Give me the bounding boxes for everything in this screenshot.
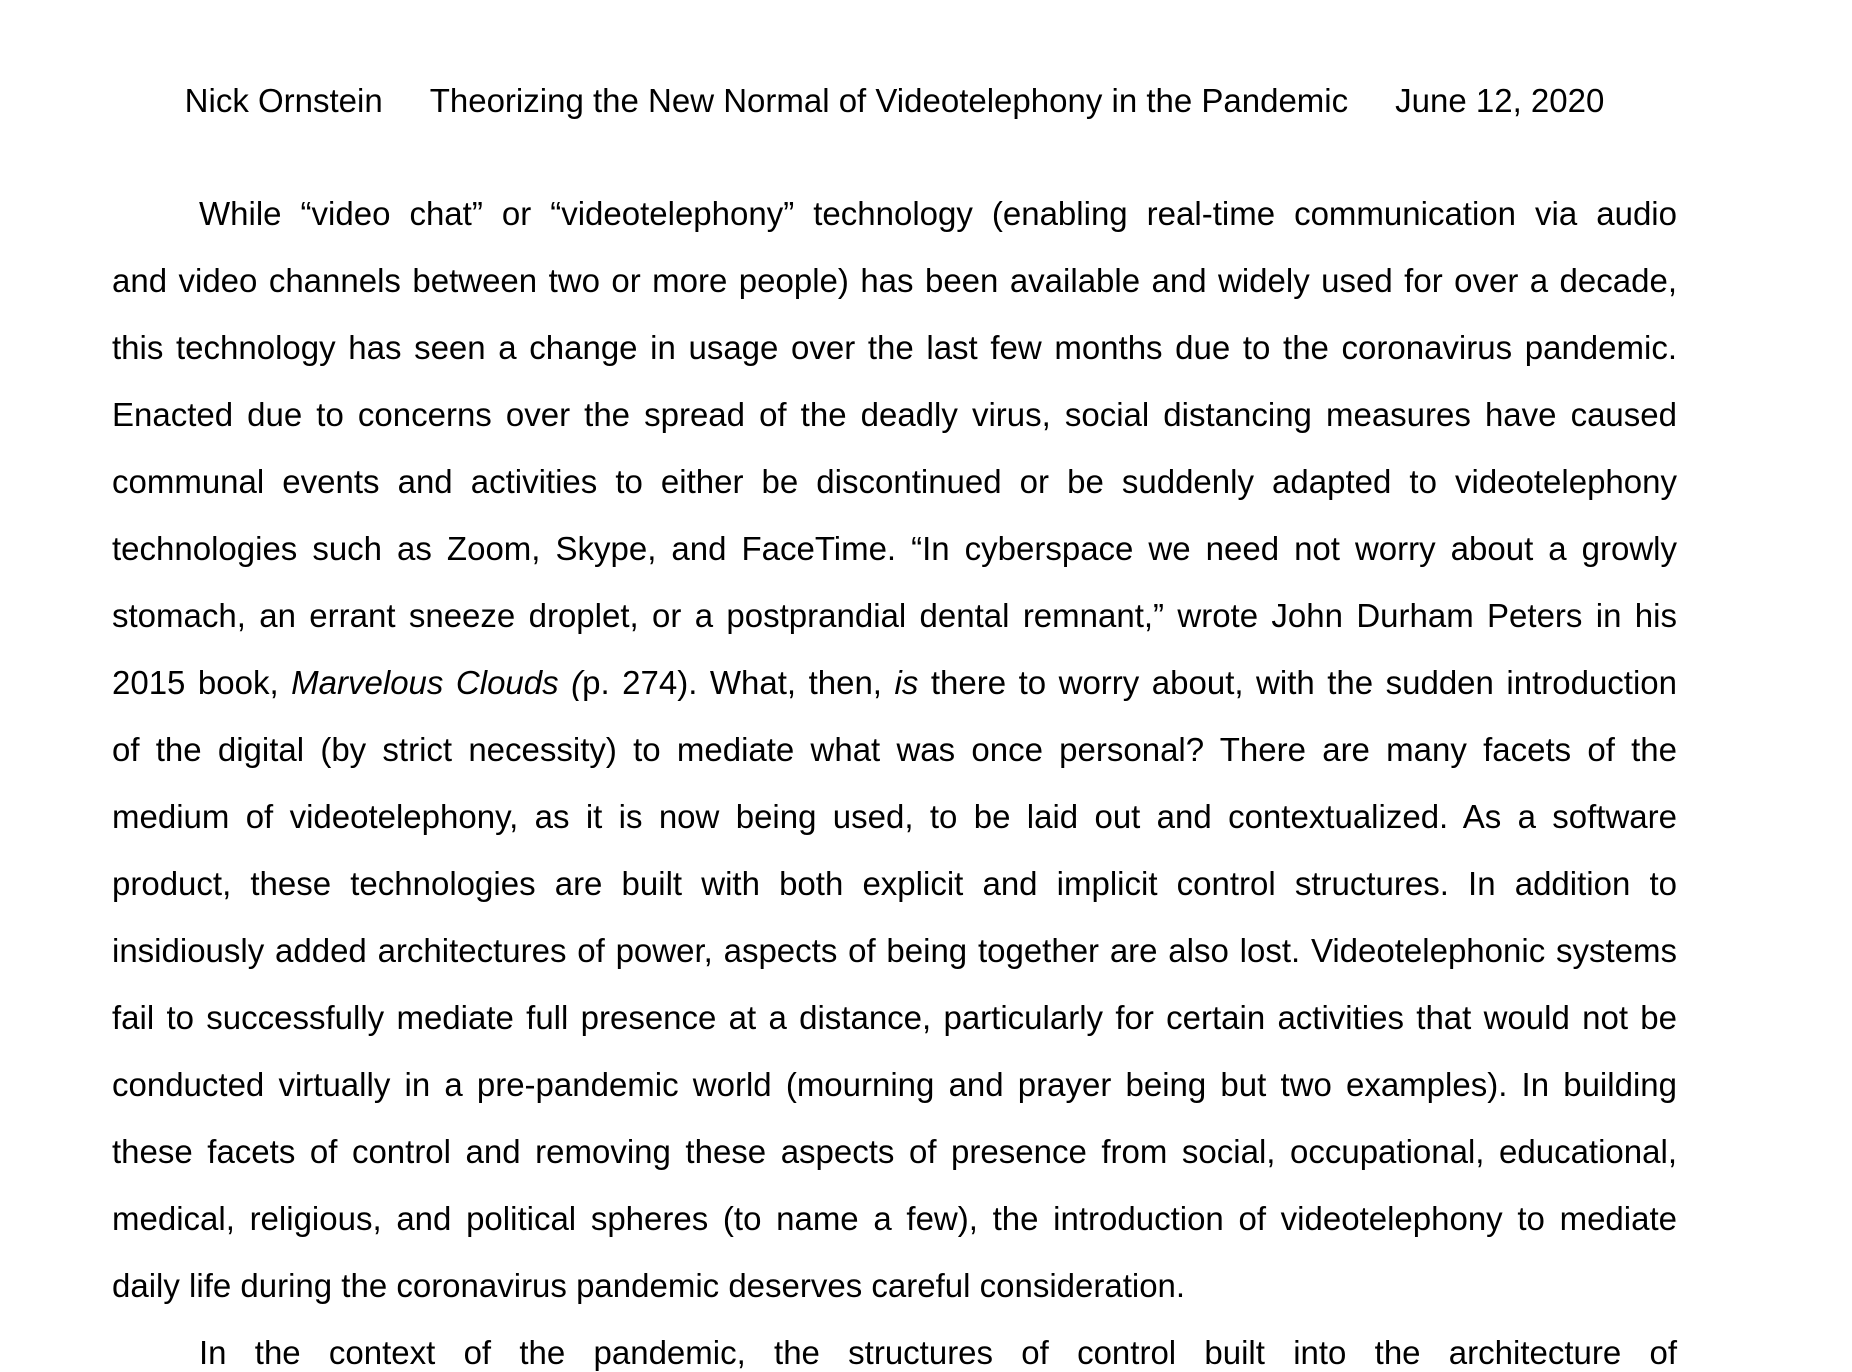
paragraph-line: Enacted due to concerns over the spread of the deadly virus, social distancing measures have caused [112, 396, 1677, 433]
paragraph-line: conducted virtually in a pre-pandemic world (mourning and prayer being but two examples). In building [112, 1066, 1677, 1103]
paragraph-line: and video channels between two or more people) has been available and widely used for over a decade, [112, 262, 1677, 299]
author-name: Nick Ornstein [184, 82, 383, 119]
paragraph-line: communal events and activities to either be discontinued or be suddenly adapted to videotelephony [112, 463, 1677, 500]
paragraph-line: medium of videotelephony, as it is now being used, to be laid out and contextualized. As a software [112, 798, 1677, 835]
paragraph-line: these facets of control and removing these aspects of presence from social, occupational, educational, [112, 1133, 1677, 1170]
paragraph-1 [112, 180, 1677, 1319]
paragraph-line: fail to successfully mediate full presence at a distance, particularly for certain activities that would not be [112, 999, 1677, 1036]
paragraph-line: While “video chat” or “videotelephony” technology (enabling real-time communication via audio [199, 195, 1677, 232]
paragraph-2 [112, 1319, 1677, 1372]
document-header [112, 67, 1677, 134]
paragraph-line: In the context of the pandemic, the structures of control built into the architecture of [199, 1334, 1677, 1371]
text-segment: there to worry about, with the sudden introduction [918, 664, 1677, 701]
italic-book-title: Marvelous Clouds ( [291, 664, 583, 701]
paragraph-line: of the digital (by strict necessity) to mediate what was once personal? There are many facets of the [112, 731, 1677, 768]
paragraph-line: medical, religious, and political spheres (to name a few), the introduction of videotelephony to mediate [112, 1200, 1677, 1237]
document-body [112, 180, 1677, 1372]
paragraph-line: insidiously added architectures of power, aspects of being together are also lost. Videotelephonic systems [112, 932, 1677, 969]
document-title: Theorizing the New Normal of Videotelephony in the Pandemic [429, 82, 1349, 119]
paragraph-line: technologies such as Zoom, Skype, and FaceTime. “In cyberspace we need not worry about a growly [112, 530, 1677, 567]
paragraph-line: product, these technologies are built with both explicit and implicit control structures. In addition to [112, 865, 1677, 902]
paragraph-line: daily life during the coronavirus pandemic deserves careful consideration. [112, 1267, 1186, 1304]
paragraph-line: stomach, an errant sneeze droplet, or a postprandial dental remnant,” wrote John Durham Peters in his [112, 597, 1677, 634]
paragraph-line: this technology has seen a change in usage over the last few months due to the coronavirus pandemic. [112, 329, 1677, 366]
text-segment: 2015 book, [112, 664, 292, 701]
document-date: June 12, 2020 [1395, 82, 1605, 119]
paragraph-line [112, 649, 1677, 716]
text-segment: p. 274). What, then, [582, 664, 895, 701]
italic-emphasis: is [894, 664, 919, 701]
